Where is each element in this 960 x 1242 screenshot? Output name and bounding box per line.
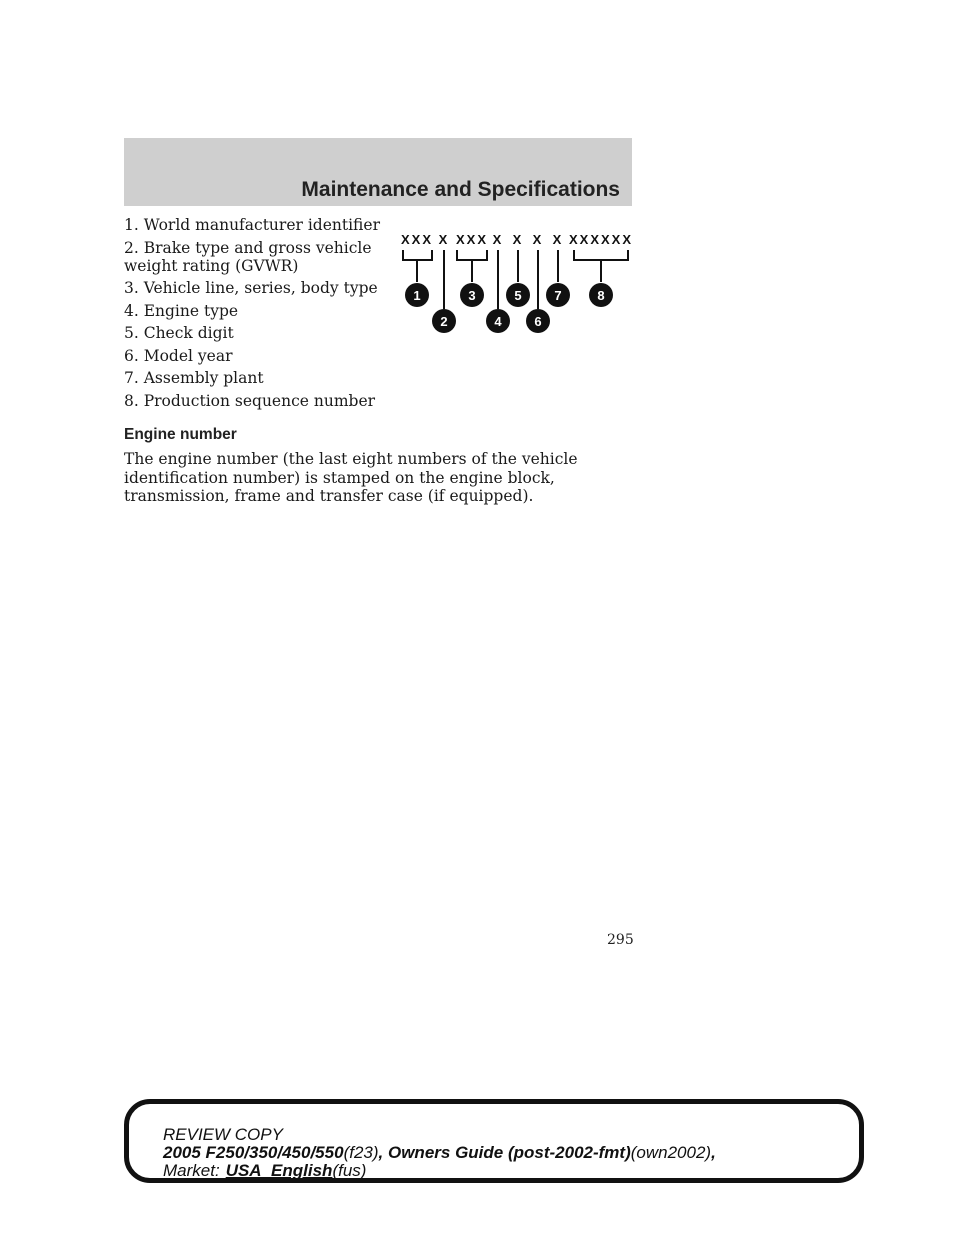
callout-number-3: 3 xyxy=(468,288,476,303)
section-title: Maintenance and Specifications xyxy=(301,178,620,201)
bracket-1 xyxy=(403,250,432,282)
callout-number-5: 5 xyxy=(514,288,522,303)
legend-item-3: 3. Vehicle line, series, body type xyxy=(124,279,378,297)
separator-2: , xyxy=(711,1143,716,1162)
callout-number-6: 6 xyxy=(534,314,542,329)
vin-diagram xyxy=(395,225,640,340)
callout-number-7: 7 xyxy=(554,288,562,303)
vin-char-group-7: X xyxy=(552,232,564,247)
vin-char-group-5: X xyxy=(512,232,524,247)
callout-number-1: 1 xyxy=(413,288,421,303)
bracket-3 xyxy=(457,250,487,282)
legend-item-2: 2. Brake type and gross vehicle weight rating (GVWR) xyxy=(124,238,372,275)
legend-item-8: 8. Production sequence number xyxy=(124,391,376,410)
legend-item-6: 6. Model year xyxy=(124,346,233,365)
legend-item-1: 1. World manufacturer identifier xyxy=(124,216,380,234)
model-code: (f23) xyxy=(343,1143,379,1162)
engine-number-heading: Engine number xyxy=(124,426,237,443)
separator-1: , xyxy=(378,1143,388,1162)
vin-char-group-6: X xyxy=(532,232,544,247)
market-line xyxy=(163,1162,823,1180)
engine-number-paragraph: The engine number (the last eight numbers of the vehicle identification number) is stamped on the engine block, transmission, frame and transfer case (if equipped). xyxy=(124,450,578,505)
market-label: Market: xyxy=(163,1161,220,1180)
review-copy-text xyxy=(163,1126,823,1180)
market-code: (fus) xyxy=(332,1161,367,1180)
callout-number-8: 8 xyxy=(597,288,605,303)
page-number: 295 xyxy=(607,932,634,948)
review-copy-label: REVIEW COPY xyxy=(163,1125,283,1144)
vin-char-group-2: X xyxy=(438,232,450,247)
model-name: 2005 F250/350/450/550 xyxy=(163,1143,344,1162)
section-header-band xyxy=(124,138,632,206)
market-name: USA_English xyxy=(225,1161,333,1180)
legend-item-4: 4. Engine type xyxy=(124,301,239,320)
legend-item-5: 5. Check digit xyxy=(124,324,234,342)
vin-char-group-3: XXX xyxy=(455,232,489,247)
bracket-8 xyxy=(574,250,628,282)
guide-name: Owners Guide (post-2002-fmt) xyxy=(387,1143,631,1162)
vin-char-group-8: XXXXXX xyxy=(568,232,634,247)
vin-char-group-4: X xyxy=(492,232,504,247)
guide-code: (own2002) xyxy=(630,1143,712,1162)
vin-char-group-1: XXX xyxy=(400,232,434,247)
callout-number-2: 2 xyxy=(440,314,448,329)
document-info-line xyxy=(163,1144,823,1162)
legend-item-7: 7. Assembly plant xyxy=(124,369,264,387)
vin-legend-list xyxy=(124,216,384,414)
callout-number-4: 4 xyxy=(494,314,502,329)
